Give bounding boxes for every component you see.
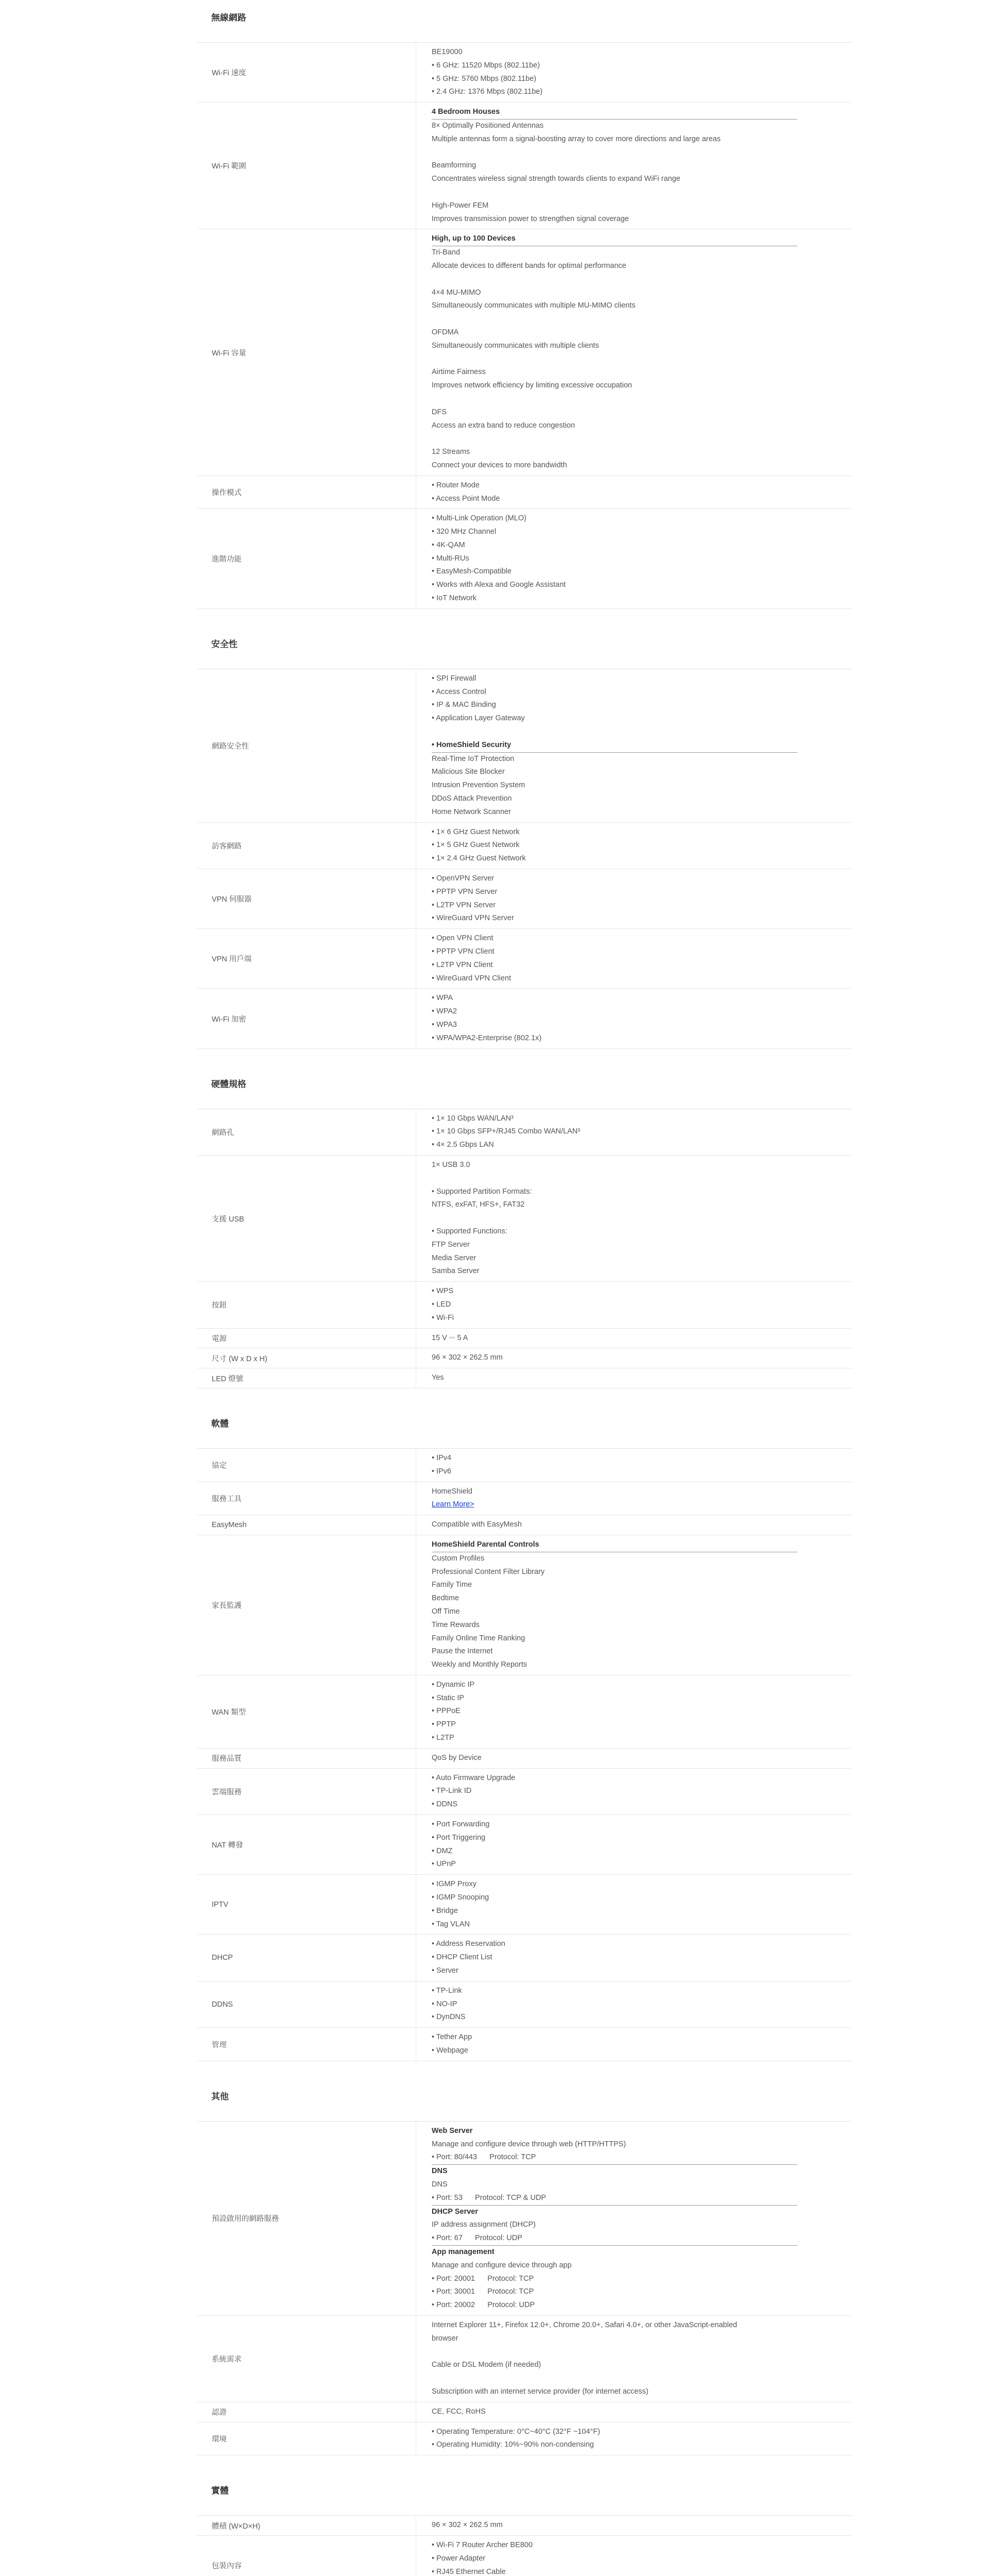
spec-line: • DynDNS bbox=[432, 2013, 466, 2022]
spec-line: HomeShield bbox=[432, 1487, 472, 1496]
spec-row bbox=[197, 1156, 851, 1282]
spec-line: Media Server bbox=[432, 1253, 476, 1262]
spec-row bbox=[197, 929, 851, 989]
spec-label: 服務品質 bbox=[197, 1749, 416, 1768]
spec-line: • LED bbox=[432, 1300, 451, 1309]
spec-line: • IP & MAC Binding bbox=[432, 701, 496, 709]
spec-line: • 1× 5 GHz Guest Network bbox=[432, 841, 520, 850]
spec-line: • 1× 6 GHz Guest Network bbox=[432, 827, 520, 836]
spec-value bbox=[416, 1368, 851, 1388]
spec-value bbox=[416, 929, 851, 988]
spec-value bbox=[416, 2028, 851, 2061]
spec-label: 雲端服務 bbox=[197, 1769, 416, 1815]
spec-value bbox=[416, 2516, 851, 2535]
spec-line: • Operating Humidity: 10%~90% non-condensing bbox=[432, 2441, 594, 2449]
spec-line: • Multi-RUs bbox=[432, 554, 469, 563]
spec-line: • OpenVPN Server bbox=[432, 874, 494, 883]
spec-value bbox=[416, 2122, 851, 2315]
spacer bbox=[432, 1212, 851, 1225]
spec-line: • IGMP Snooping bbox=[432, 1893, 489, 1902]
spec-line: Manage and configure device through app bbox=[432, 2261, 572, 2269]
spec-label: 預設啟用的網路服務 bbox=[197, 2122, 416, 2315]
spec-label: LED 燈號 bbox=[197, 1368, 416, 1388]
spacer bbox=[432, 432, 851, 446]
spec-label: 網路安全性 bbox=[197, 669, 416, 822]
spec-line: • Supported Functions: bbox=[432, 1227, 507, 1235]
spec-line: • IoT Network bbox=[432, 594, 476, 603]
section-rows bbox=[197, 43, 851, 609]
learn-more-link[interactable]: Learn More> bbox=[432, 1500, 474, 1509]
spec-label: EasyMesh bbox=[197, 1515, 416, 1535]
spec-row bbox=[197, 2028, 851, 2061]
spec-line: Family Time bbox=[432, 1581, 472, 1589]
section-title: 硬體規格 bbox=[197, 1078, 851, 1109]
spacer bbox=[432, 313, 851, 326]
spec-subheading: 4 Bedroom Houses bbox=[432, 106, 797, 120]
spec-value bbox=[416, 669, 851, 822]
spec-line: • Router Mode bbox=[432, 481, 480, 489]
spec-line: • WireGuard VPN Client bbox=[432, 974, 511, 982]
spec-line: 15 V ⎓ 5 A bbox=[432, 1333, 468, 1342]
spec-line: • DDNS bbox=[432, 1800, 458, 1809]
spec-line: • IPv4 bbox=[432, 1453, 452, 1462]
section-rows bbox=[197, 2122, 851, 2455]
spec-line: Yes bbox=[432, 1374, 444, 1382]
spec-line: OFDMA bbox=[432, 328, 459, 336]
spec-label: 尺寸 (W x D x H) bbox=[197, 1348, 416, 1368]
spec-line: BE19000 bbox=[432, 48, 463, 56]
spec-value bbox=[416, 2402, 851, 2422]
spec-line: • TP-Link bbox=[432, 1986, 462, 1995]
spec-value bbox=[416, 1282, 851, 1328]
spec-subheading: • HomeShield Security bbox=[432, 739, 797, 753]
spec-value bbox=[416, 1769, 851, 1815]
spec-line: • WPA/WPA2-Enterprise (802.1x) bbox=[432, 1033, 542, 1042]
spec-line: • SPI Firewall bbox=[432, 674, 476, 683]
spec-line: DFS bbox=[432, 408, 447, 416]
spec-label: 包裝內容 bbox=[197, 2536, 416, 2576]
spec-line: Manage and configure device through web (HTTP/HTTPS) bbox=[432, 2140, 626, 2148]
spec-subheading: DNS bbox=[432, 2167, 448, 2176]
spec-line: • 6 GHz: 11520 Mbps (802.11be) bbox=[432, 61, 540, 70]
spacer bbox=[432, 186, 851, 199]
spec-label: 系統需求 bbox=[197, 2316, 416, 2402]
spec-line: • L2TP VPN Client bbox=[432, 960, 493, 969]
spec-line: • Address Reservation bbox=[432, 1940, 505, 1948]
spec-label: DDNS bbox=[197, 1981, 416, 2027]
spec-row bbox=[197, 1109, 851, 1156]
spec-value bbox=[416, 1981, 851, 2027]
spec-label: Wi-Fi 範圍 bbox=[197, 103, 416, 229]
spec-value bbox=[416, 1449, 851, 1482]
spec-value bbox=[416, 1675, 851, 1748]
spec-row bbox=[197, 1515, 851, 1535]
spec-line: Off Time bbox=[432, 1607, 460, 1616]
spec-label: 體積 (W×D×H) bbox=[197, 2516, 416, 2535]
spec-line: 96 × 302 × 262.5 mm bbox=[432, 2521, 503, 2530]
spec-line: Connect your devices to more bandwidth bbox=[432, 461, 567, 469]
spec-line: • Access Control bbox=[432, 687, 486, 696]
spec-row bbox=[197, 1769, 851, 1815]
spec-row bbox=[197, 476, 851, 510]
spec-value bbox=[416, 103, 851, 229]
spec-label: 支援 USB bbox=[197, 1156, 416, 1281]
spec-row bbox=[197, 229, 851, 476]
spec-line: • IPv6 bbox=[432, 1467, 452, 1476]
spec-line: • Bridge bbox=[432, 1906, 458, 1915]
spec-line: Intrusion Prevention System bbox=[432, 781, 525, 790]
spec-subheading: High, up to 100 Devices bbox=[432, 232, 797, 246]
spec-value bbox=[416, 1535, 851, 1675]
spec-line: • 1× 2.4 GHz Guest Network bbox=[432, 854, 526, 863]
spec-line: • Application Layer Gateway bbox=[432, 714, 525, 723]
spec-value bbox=[416, 1935, 851, 1980]
spec-table bbox=[197, 11, 851, 2576]
spec-label: 訪客網路 bbox=[197, 823, 416, 869]
spec-line: • L2TP VPN Server bbox=[432, 901, 496, 909]
spec-line: • Tag VLAN bbox=[432, 1920, 470, 1928]
spec-line: browser bbox=[432, 2334, 458, 2343]
spec-line: Compatible with EasyMesh bbox=[432, 1520, 522, 1529]
spec-line: • Multi-Link Operation (MLO) bbox=[432, 514, 526, 523]
spec-value bbox=[416, 476, 851, 509]
spec-row bbox=[197, 1675, 851, 1749]
spec-line: • 2.4 GHz: 1376 Mbps (802.11be) bbox=[432, 88, 543, 96]
section-title: 軟體 bbox=[197, 1417, 851, 1449]
spec-row bbox=[197, 1749, 851, 1769]
spec-row bbox=[197, 1875, 851, 1935]
spec-line: • WireGuard VPN Server bbox=[432, 914, 514, 923]
spec-line: • TP-Link ID bbox=[432, 1787, 472, 1795]
spec-section bbox=[197, 2484, 851, 2576]
spec-subheading: Web Server bbox=[432, 2126, 473, 2135]
spec-label: 操作模式 bbox=[197, 476, 416, 509]
spec-value bbox=[416, 823, 851, 869]
spec-line: • PPTP VPN Server bbox=[432, 887, 498, 896]
spec-line: Airtime Fairness bbox=[432, 368, 486, 377]
spec-line: • WPA bbox=[432, 994, 453, 1003]
spec-line: Concentrates wireless signal strength towards clients to expand WiFi range bbox=[432, 175, 680, 183]
spec-section bbox=[197, 1417, 851, 2061]
spec-line: NTFS, exFAT, HFS+, FAT32 bbox=[432, 1200, 525, 1209]
spec-label: IPTV bbox=[197, 1875, 416, 1934]
spacer bbox=[432, 146, 851, 160]
spec-row bbox=[197, 869, 851, 929]
spec-line: Internet Explorer 11+, Firefox 12.0+, Chrome 20.0+, Safari 4.0+, or other JavaScript-enabled bbox=[432, 2320, 737, 2329]
spec-label: VPN 伺服器 bbox=[197, 869, 416, 928]
spec-line: High-Power FEM bbox=[432, 201, 489, 210]
spec-value bbox=[416, 229, 851, 475]
spec-line: • WPS bbox=[432, 1287, 454, 1296]
spec-line: • 5 GHz: 5760 Mbps (802.11be) bbox=[432, 74, 537, 83]
spec-value bbox=[416, 1348, 851, 1368]
spec-row bbox=[197, 509, 851, 609]
section-title: 其他 bbox=[197, 2090, 851, 2122]
spec-row bbox=[197, 1329, 851, 1349]
spec-row bbox=[197, 2316, 851, 2402]
spec-line: • Dynamic IP bbox=[432, 1680, 475, 1689]
spec-line: • Supported Partition Formats: bbox=[432, 1187, 532, 1196]
spec-line: • DHCP Client List bbox=[432, 1953, 492, 1962]
spec-section bbox=[197, 1078, 851, 1388]
spec-label: VPN 用戶端 bbox=[197, 929, 416, 988]
spec-line: FTP Server bbox=[432, 1240, 470, 1249]
spacer bbox=[432, 1172, 851, 1185]
spec-line: Improves network efficiency by limiting excessive occupation bbox=[432, 381, 632, 390]
spec-line: • Access Point Mode bbox=[432, 494, 500, 503]
spec-section bbox=[197, 638, 851, 1049]
spec-row bbox=[197, 1981, 851, 2028]
spec-line: • Port Triggering bbox=[432, 1833, 486, 1842]
spec-row bbox=[197, 2402, 851, 2422]
spec-row bbox=[197, 1449, 851, 1482]
spec-line: Subscription with an internet service provider (for internet access) bbox=[432, 2387, 649, 2396]
spec-label: 協定 bbox=[197, 1449, 416, 1482]
spec-row bbox=[197, 1935, 851, 1981]
spec-line: Custom Profiles bbox=[432, 1554, 485, 1563]
spec-line: QoS by Device bbox=[432, 1753, 482, 1762]
spec-line: 1× USB 3.0 bbox=[432, 1160, 470, 1169]
spacer bbox=[432, 2346, 851, 2359]
spec-line: • IGMP Proxy bbox=[432, 1880, 476, 1889]
spec-line: Pause the Internet bbox=[432, 1647, 493, 1656]
spec-section bbox=[197, 11, 851, 609]
spec-row bbox=[197, 1368, 851, 1388]
spec-line: • RJ45 Ethernet Cable bbox=[432, 2567, 506, 2576]
spec-label: 認證 bbox=[197, 2402, 416, 2422]
spec-line: Simultaneously communicates with multiple clients bbox=[432, 341, 599, 350]
spec-section bbox=[197, 2090, 851, 2455]
spec-line: • Wi-Fi bbox=[432, 1313, 454, 1322]
spec-line: • UPnP bbox=[432, 1860, 456, 1869]
spec-line: • PPTP VPN Client bbox=[432, 947, 494, 956]
spec-line: DDoS Attack Prevention bbox=[432, 794, 512, 803]
spec-label: 環境 bbox=[197, 2422, 416, 2455]
spec-row bbox=[197, 2516, 851, 2536]
spec-row bbox=[197, 1535, 851, 1675]
spec-row bbox=[197, 1815, 851, 1875]
spec-subheading: HomeShield Parental Controls bbox=[432, 1538, 797, 1552]
spec-row bbox=[197, 2122, 851, 2316]
section-rows bbox=[197, 669, 851, 1049]
spec-row bbox=[197, 43, 851, 103]
spec-line: • L2TP bbox=[432, 1734, 454, 1742]
section-rows bbox=[197, 1449, 851, 2061]
spec-line: 8× Optimally Positioned Antennas bbox=[432, 121, 544, 130]
spec-label: 網路孔 bbox=[197, 1109, 416, 1155]
spec-line: • WPA2 bbox=[432, 1007, 457, 1016]
spec-line: • Works with Alexa and Google Assistant bbox=[432, 581, 566, 589]
spec-line: Allocate devices to different bands for optimal performance bbox=[432, 261, 626, 270]
spec-line: IP address assignment (DHCP) bbox=[432, 2221, 536, 2229]
spec-line: Real-Time IoT Protection bbox=[432, 754, 515, 763]
section-title: 安全性 bbox=[197, 638, 851, 669]
spec-value bbox=[416, 1515, 851, 1535]
spec-row bbox=[197, 1348, 851, 1368]
spec-label: Wi-Fi 速度 bbox=[197, 43, 416, 102]
spec-subheading: DHCP Server bbox=[432, 2207, 479, 2216]
spec-value bbox=[416, 1875, 851, 1934]
spec-label: 服務工具 bbox=[197, 1482, 416, 1515]
spec-line: • Webpage bbox=[432, 2046, 468, 2055]
spec-line: Tri-Band bbox=[432, 248, 461, 257]
spec-value bbox=[416, 1482, 851, 1515]
spec-value bbox=[416, 2422, 851, 2455]
spec-line: • Auto Firmware Upgrade bbox=[432, 1773, 516, 1782]
spec-line: • Port Forwarding bbox=[432, 1820, 490, 1829]
spec-line: • Port: 67 Protocol: UDP bbox=[432, 2232, 797, 2246]
section-title: 無線網路 bbox=[197, 11, 851, 43]
spec-label: WAN 類型 bbox=[197, 1675, 416, 1748]
spec-line: • 1× 10 Gbps WAN/LAN³ bbox=[432, 1114, 514, 1123]
spec-value bbox=[416, 509, 851, 608]
spec-label: Wi-Fi 容量 bbox=[197, 229, 416, 475]
spacer bbox=[432, 725, 851, 739]
spec-label: 進階功能 bbox=[197, 509, 416, 608]
spacer bbox=[432, 2372, 851, 2385]
spec-label: NAT 轉發 bbox=[197, 1815, 416, 1874]
spec-line: Malicious Site Blocker bbox=[432, 768, 505, 776]
spec-line: Access an extra band to reduce congestion bbox=[432, 421, 575, 430]
spec-row bbox=[197, 103, 851, 229]
section-rows bbox=[197, 2516, 851, 2576]
spec-value bbox=[416, 1109, 851, 1155]
spec-line: • Port: 53 Protocol: TCP & UDP bbox=[432, 2192, 797, 2206]
spec-label: Wi-Fi 加密 bbox=[197, 989, 416, 1048]
spec-line: Simultaneously communicates with multiple MU-MIMO clients bbox=[432, 301, 636, 310]
section-title: 實體 bbox=[197, 2484, 851, 2516]
spec-value bbox=[416, 2316, 851, 2402]
spec-line: CE, FCC, RoHS bbox=[432, 2407, 486, 2416]
spec-line: • Wi-Fi 7 Router Archer BE800 bbox=[432, 2540, 533, 2549]
spec-line: • WPA3 bbox=[432, 1021, 457, 1029]
spacer bbox=[432, 393, 851, 406]
spec-line: Cable or DSL Modem (if needed) bbox=[432, 2361, 541, 2369]
spec-line: 96 × 302 × 262.5 mm bbox=[432, 1353, 503, 1362]
spec-row bbox=[197, 1282, 851, 1328]
spec-line: • DMZ bbox=[432, 1846, 453, 1855]
spec-row bbox=[197, 989, 851, 1048]
spacer bbox=[432, 273, 851, 286]
spec-line: • Open VPN Client bbox=[432, 934, 493, 943]
spec-value bbox=[416, 1156, 851, 1281]
spec-line: • Power Adapter bbox=[432, 2554, 486, 2563]
spec-line: 12 Streams bbox=[432, 448, 470, 456]
section-rows bbox=[197, 1109, 851, 1388]
spec-row bbox=[197, 2536, 851, 2576]
spec-row bbox=[197, 1482, 851, 1516]
spec-line: 4×4 MU-MIMO bbox=[432, 288, 481, 297]
spec-row bbox=[197, 669, 851, 823]
spacer bbox=[432, 353, 851, 366]
spec-line: • 4× 2.5 Gbps LAN bbox=[432, 1141, 494, 1149]
spec-value bbox=[416, 1815, 851, 1874]
spec-line: • Port: 20001 Protocol: TCP bbox=[432, 2274, 534, 2283]
spec-line: Multiple antennas form a signal-boosting array to cover more directions and large areas bbox=[432, 134, 721, 143]
spec-line: • Port: 20002 Protocol: UDP bbox=[432, 2301, 535, 2310]
spec-label: 電源 bbox=[197, 1329, 416, 1348]
spec-value bbox=[416, 869, 851, 928]
spec-line: Home Network Scanner bbox=[432, 807, 511, 816]
spec-subheading: App management bbox=[432, 2247, 494, 2256]
spec-line: • Port: 30001 Protocol: TCP bbox=[432, 2287, 534, 2296]
spec-line: Weekly and Monthly Reports bbox=[432, 1660, 527, 1669]
spec-line: Bedtime bbox=[432, 1594, 459, 1603]
spec-line: • EasyMesh-Compatible bbox=[432, 567, 511, 576]
spec-line: • Port: 80/443 Protocol: TCP bbox=[432, 2151, 797, 2165]
spec-value bbox=[416, 43, 851, 102]
spec-line: • PPPoE bbox=[432, 1707, 461, 1716]
spec-row bbox=[197, 2422, 851, 2456]
spec-line: • Server bbox=[432, 1967, 458, 1975]
spec-line: • Static IP bbox=[432, 1693, 465, 1702]
spec-value bbox=[416, 1749, 851, 1768]
spec-line: • PPTP bbox=[432, 1720, 456, 1729]
spec-label: 管理 bbox=[197, 2028, 416, 2061]
spec-line: Professional Content Filter Library bbox=[432, 1567, 545, 1576]
spec-row bbox=[197, 823, 851, 869]
spec-value bbox=[416, 989, 851, 1048]
spec-label: 按鈕 bbox=[197, 1282, 416, 1328]
spec-label: DHCP bbox=[197, 1935, 416, 1980]
spec-line: • Operating Temperature: 0°C~40°C (32°F ~104°F) bbox=[432, 2427, 601, 2436]
spec-line: Improves transmission power to strengthen signal coverage bbox=[432, 214, 629, 223]
spec-line: Family Online Time Ranking bbox=[432, 1634, 525, 1642]
spec-line: • 4K-QAM bbox=[432, 540, 465, 549]
spec-value bbox=[416, 2536, 851, 2576]
spec-line: • Tether App bbox=[432, 2033, 472, 2042]
spec-line: Samba Server bbox=[432, 1267, 480, 1276]
spec-line: DNS bbox=[432, 2180, 448, 2189]
spec-line: • 1× 10 Gbps SFP+/RJ45 Combo WAN/LAN³ bbox=[432, 1127, 581, 1136]
spec-label: 家長監護 bbox=[197, 1535, 416, 1675]
spec-line: Beamforming bbox=[432, 161, 476, 170]
spec-line: Time Rewards bbox=[432, 1620, 480, 1629]
spec-line: • NO-IP bbox=[432, 1999, 457, 2008]
spec-line: • 320 MHz Channel bbox=[432, 528, 497, 536]
spec-value bbox=[416, 1329, 851, 1348]
